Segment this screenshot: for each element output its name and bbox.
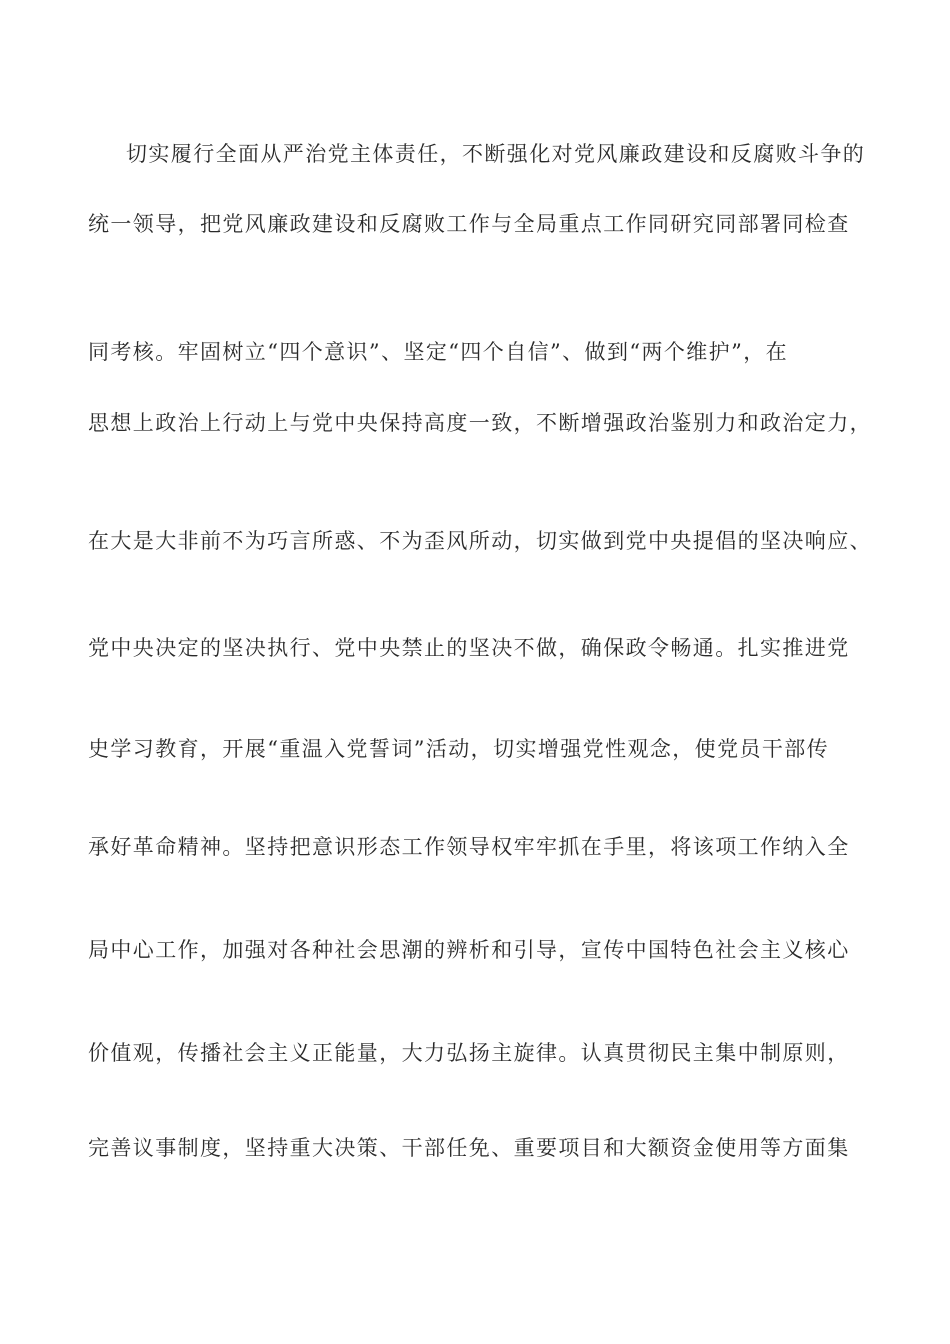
- paragraph-line-9: 局中心工作，加强对各种社会思潮的辨析和引导，宣传中国特色社会主义核心: [88, 938, 850, 962]
- paragraph-line-3: 同考核。牢固树立“四个意识”、坚定“四个自信”、做到“两个维护”，在: [88, 340, 789, 364]
- paragraph-line-7: 史学习教育，开展“重温入党誓词”活动，切实增强党性观念，使党员干部传: [88, 737, 830, 761]
- paragraph-line-1: 切实履行全面从严治党主体责任，不断强化对党风廉政建设和反腐败斗争的: [126, 142, 866, 166]
- paragraph-line-6: 党中央决定的坚决执行、党中央禁止的坚决不做，确保政令畅通。扎实推进党: [88, 636, 850, 660]
- paragraph-line-4: 思想上政治上行动上与党中央保持高度一致，不断增强政治鉴别力和政治定力，: [88, 411, 872, 435]
- paragraph-line-10: 价值观，传播社会主义正能量，大力弘扬主旋律。认真贯彻民主集中制原则，: [88, 1041, 850, 1065]
- paragraph-line-2: 统一领导，把党风廉政建设和反腐败工作与全局重点工作同研究同部署同检查: [88, 212, 850, 236]
- paragraph-line-5: 在大是大非前不为巧言所惑、不为歪风所动，切实做到党中央提倡的坚决响应、: [88, 529, 872, 553]
- paragraph-line-8: 承好革命精神。坚持把意识形态工作领导权牢牢抓在手里，将该项工作纳入全: [88, 835, 850, 859]
- paragraph-line-11: 完善议事制度，坚持重大决策、干部任免、重要项目和大额资金使用等方面集: [88, 1136, 850, 1160]
